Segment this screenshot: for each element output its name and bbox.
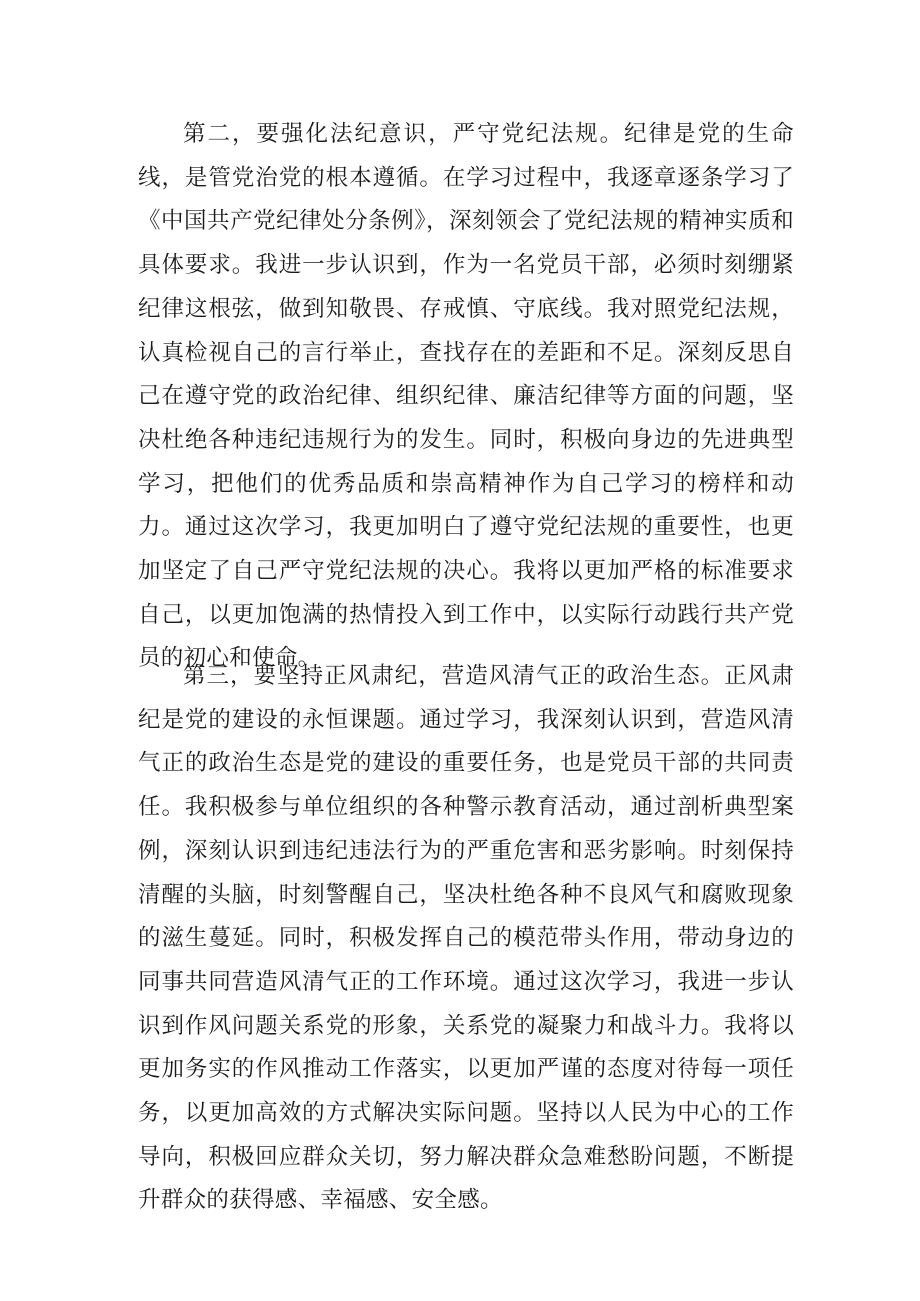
paragraph-rectify-conduct: 第三，要坚持正风肃纪，营造风清气正的政治生态。正风肃纪是党的建设的永恒课题。通过学习，我深刻认识到，营造风清气正的政治生态是党的建设的重要任务，也是党员干部的共同责任。我积极参与单位组织的各种警示教育活动，通过剖析典型案例，深刻认识到违纪违法行为的严重危害和恶劣影响。时刻保持清醒的头脑，时刻警醒自己，坚决杜绝各种不良风气和腐败现象的滋生蔓延。同时，积极发挥自己的模范带头作用，带动身边的同事共同营造风清气正的工作环境。通过这次学习，我进一步认识到作风问题关系党的形象，关系党的凝聚力和战斗力。我将以更加务实的作风推动工作落实，以更加严谨的态度对待每一项任务，以更加高效的方式解决实际问题。坚持以人民为中心的工作导向，积极回应群众关切，努力解决群众急难愁盼问题，不断提升群众的获得感、幸福感、安全感。 [138, 663, 794, 1214]
paragraph-strengthen-discipline: 第二，要强化法纪意识，严守党纪法规。纪律是党的生命线，是管党治党的根本遵循。在学习过程中，我逐章逐条学习了《中国共产党纪律处分条例》，深刻领会了党纪法规的精神实质和具体要求。我进一步认识到，作为一名党员干部，必须时刻绷紧纪律这根弦，做到知敬畏、存戒慎、守底线。我对照党纪法规，认真检视自己的言行举止，查找存在的差距和不足。深刻反思自己在遵守党的政治纪律、组织纪律、廉洁纪律等方面的问题，坚决杜绝各种违纪违规行为的发生。同时，积极向身边的先进典型学习，把他们的优秀品质和崇高精神作为自己学习的榜样和动力。通过这次学习，我更加明白了遵守党纪法规的重要性，也更加坚定了自己严守党纪法规的决心。我将以更加严格的标准要求自己，以更加饱满的热情投入到工作中，以实际行动践行共产党员的初心和使命。 [138, 121, 794, 672]
